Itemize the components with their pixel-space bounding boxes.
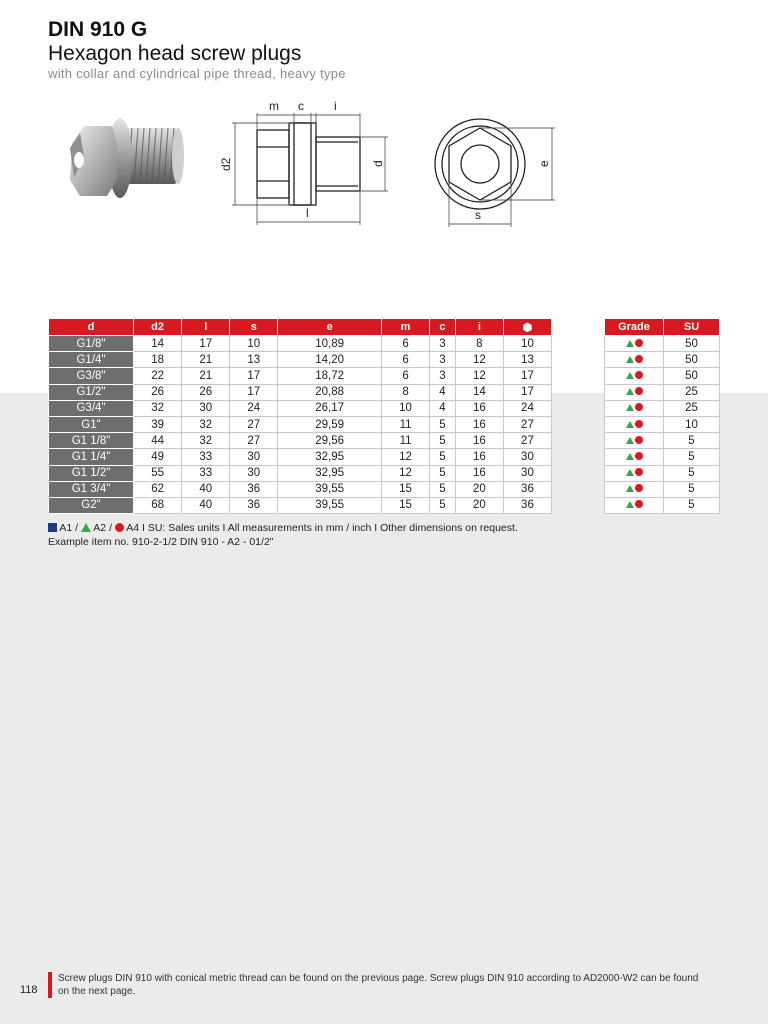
grade-row <box>605 433 720 449</box>
su-cell: 5 <box>664 465 720 481</box>
grade-icons-cell <box>605 400 664 416</box>
table-cell: 5 <box>430 465 456 481</box>
table-cell: 12 <box>382 449 430 465</box>
grade-row <box>605 497 720 513</box>
table-cell: 30 <box>503 465 551 481</box>
table-cell: 17 <box>182 336 230 352</box>
a2-triangle-icon <box>626 372 634 379</box>
a4-dot-icon <box>635 420 643 428</box>
page-number: 118 <box>20 984 38 996</box>
table-cell: 55 <box>134 465 182 481</box>
a4-dot-icon <box>635 484 643 492</box>
thread-size-cell: G1 3/4" <box>49 481 134 497</box>
grade-icons-cell <box>605 336 664 352</box>
label-c: c <box>298 99 304 113</box>
thread-size-cell: G1 1/4" <box>49 449 134 465</box>
table-cell: 6 <box>382 336 430 352</box>
table-header-row <box>49 319 552 336</box>
product-photo <box>62 108 192 208</box>
grade-row <box>605 449 720 465</box>
su-cell: 5 <box>664 433 720 449</box>
table-cell: 10 <box>503 336 551 352</box>
table-cell: 27 <box>503 416 551 432</box>
a4-dot-icon <box>635 339 643 347</box>
table-cell: 3 <box>430 368 456 384</box>
table-row <box>49 497 552 513</box>
thread-size-cell: G1/4" <box>49 352 134 368</box>
table-cell: 5 <box>430 481 456 497</box>
page-subtitle: Hexagon head screw plugs <box>48 42 302 65</box>
table-cell: 16 <box>455 433 503 449</box>
a4-dot-icon <box>635 452 643 460</box>
example-item: Example item no. 910-2-1/2 DIN 910 - A2 - 01/2" <box>48 536 274 548</box>
su-header: SU <box>664 319 720 336</box>
table-cell: 17 <box>503 384 551 400</box>
su-cell: 5 <box>664 449 720 465</box>
grade-icons-cell <box>605 481 664 497</box>
table-cell: 15 <box>382 481 430 497</box>
table-cell: 27 <box>503 433 551 449</box>
table-cell: 11 <box>382 433 430 449</box>
table-cell: 8 <box>382 384 430 400</box>
table-cell: 36 <box>503 481 551 497</box>
su-cell: 25 <box>664 384 720 400</box>
table-row <box>49 481 552 497</box>
grade-row <box>605 465 720 481</box>
grade-icons-cell <box>605 433 664 449</box>
table-cell: 30 <box>182 400 230 416</box>
table-cell: 3 <box>430 352 456 368</box>
table-cell: 17 <box>230 384 278 400</box>
table-cell: 29,56 <box>278 433 382 449</box>
table-cell: 14 <box>455 384 503 400</box>
table-cell: 10 <box>382 400 430 416</box>
a2-triangle-icon <box>626 340 634 347</box>
table-cell: 24 <box>230 400 278 416</box>
table-cell: 17 <box>503 368 551 384</box>
table-cell: 12 <box>382 465 430 481</box>
a2-triangle-icon <box>626 421 634 428</box>
label-i: i <box>334 99 337 113</box>
table-cell: 5 <box>430 497 456 513</box>
grade-icons-cell <box>605 368 664 384</box>
column-header: ⬢ <box>503 319 551 336</box>
table-cell: 39,55 <box>278 497 382 513</box>
grade-icons-cell <box>605 449 664 465</box>
table-cell: 11 <box>382 416 430 432</box>
table-cell: 17 <box>230 368 278 384</box>
table-cell: 16 <box>455 465 503 481</box>
table-cell: 4 <box>430 384 456 400</box>
table-cell: 12 <box>455 368 503 384</box>
su-cell: 5 <box>664 481 720 497</box>
table-cell: 27 <box>230 433 278 449</box>
a2-triangle-icon <box>626 501 634 508</box>
column-header: l <box>182 319 230 336</box>
table-cell: 3 <box>430 336 456 352</box>
a2-triangle-icon <box>81 523 91 532</box>
su-cell: 50 <box>664 336 720 352</box>
table-cell: 14 <box>134 336 182 352</box>
table-cell: 13 <box>503 352 551 368</box>
grade-header: Grade <box>605 319 664 336</box>
table-cell: 21 <box>182 368 230 384</box>
table-cell: 15 <box>382 497 430 513</box>
table-cell: 32,95 <box>278 449 382 465</box>
legend <box>48 521 518 549</box>
legend-line-materials <box>48 521 518 535</box>
table-cell: 39 <box>134 416 182 432</box>
su-cell: 5 <box>664 497 720 513</box>
column-header: d <box>49 319 134 336</box>
label-d2: d2 <box>219 157 233 171</box>
grade-row <box>605 336 720 352</box>
thread-size-cell: G1/2" <box>49 384 134 400</box>
table-cell: 33 <box>182 465 230 481</box>
label-l: l <box>306 206 309 220</box>
thread-size-cell: G1 1/2" <box>49 465 134 481</box>
column-header: m <box>382 319 430 336</box>
table-cell: 16 <box>455 449 503 465</box>
table-cell: 6 <box>382 368 430 384</box>
table-row <box>49 416 552 432</box>
column-header: e <box>278 319 382 336</box>
a2-triangle-icon <box>626 453 634 460</box>
grade-su-table <box>604 318 720 514</box>
a1-square-icon <box>48 523 57 532</box>
table-cell: 4 <box>430 400 456 416</box>
table-cell: 32 <box>182 416 230 432</box>
legend-a4: A4 <box>126 522 140 534</box>
grade-row <box>605 400 720 416</box>
table-cell: 18,72 <box>278 368 382 384</box>
footer-accent-bar <box>48 972 52 998</box>
grade-row <box>605 481 720 497</box>
table-cell: 30 <box>503 449 551 465</box>
end-view-drawing <box>420 95 560 235</box>
table-cell: 14,20 <box>278 352 382 368</box>
table-cell: 62 <box>134 481 182 497</box>
label-e: e <box>537 160 551 167</box>
column-header: i <box>455 319 503 336</box>
grade-row <box>605 384 720 400</box>
table-cell: 29,59 <box>278 416 382 432</box>
legend-separator: / <box>75 522 79 534</box>
table-cell: 40 <box>182 481 230 497</box>
table-row <box>49 336 552 352</box>
table-row <box>49 433 552 449</box>
a4-dot-icon <box>635 387 643 395</box>
table-cell: 32,95 <box>278 465 382 481</box>
table-cell: 16 <box>455 400 503 416</box>
grade-icons-cell <box>605 384 664 400</box>
legend-a2: A2 <box>93 522 107 534</box>
table-cell: 49 <box>134 449 182 465</box>
a4-dot-icon <box>635 436 643 444</box>
grade-icons-cell <box>605 416 664 432</box>
table-cell: 18 <box>134 352 182 368</box>
table-cell: 21 <box>182 352 230 368</box>
table-cell: 26 <box>182 384 230 400</box>
table-cell: 32 <box>134 400 182 416</box>
grade-row <box>605 352 720 368</box>
table-cell: 40 <box>182 497 230 513</box>
su-cell: 50 <box>664 352 720 368</box>
legend-separator: / <box>109 522 112 534</box>
table-cell: 20 <box>455 481 503 497</box>
a2-triangle-icon <box>626 469 634 476</box>
table-cell: 5 <box>430 449 456 465</box>
grade-header-row <box>605 319 720 336</box>
column-header: d2 <box>134 319 182 336</box>
page-header <box>48 18 346 82</box>
page-description: with collar and cylindrical pipe thread, heavy type <box>48 66 346 81</box>
a4-dot-icon <box>635 355 643 363</box>
table-cell: 12 <box>455 352 503 368</box>
grade-icons-cell <box>605 465 664 481</box>
table-cell: 5 <box>430 416 456 432</box>
a4-dot-icon <box>635 371 643 379</box>
footer-note: Screw plugs DIN 910 with conical metric thread can be found on the previous page. Screw plugs DIN 910 according to AD2000-W2 can be found on the next page. <box>58 973 699 997</box>
side-view-drawing <box>210 95 400 235</box>
table-row <box>49 384 552 400</box>
table-cell: 32 <box>182 433 230 449</box>
table-cell: 20 <box>455 497 503 513</box>
table-cell: 36 <box>503 497 551 513</box>
table-row <box>49 352 552 368</box>
table-cell: 22 <box>134 368 182 384</box>
table-cell: 36 <box>230 497 278 513</box>
a4-dot-icon <box>115 523 124 532</box>
table-cell: 8 <box>455 336 503 352</box>
thread-size-cell: G2" <box>49 497 134 513</box>
dimensions-table <box>48 318 552 514</box>
label-m: m <box>269 99 279 113</box>
table-cell: 5 <box>430 433 456 449</box>
a2-triangle-icon <box>626 437 634 444</box>
table-cell: 68 <box>134 497 182 513</box>
a4-dot-icon <box>635 403 643 411</box>
table-row <box>49 400 552 416</box>
su-cell: 25 <box>664 400 720 416</box>
column-header: s <box>230 319 278 336</box>
table-cell: 6 <box>382 352 430 368</box>
thread-size-cell: G1" <box>49 416 134 432</box>
table-cell: 10,89 <box>278 336 382 352</box>
su-cell: 10 <box>664 416 720 432</box>
table-cell: 27 <box>230 416 278 432</box>
grade-icons-cell <box>605 497 664 513</box>
table-cell: 10 <box>230 336 278 352</box>
table-row <box>49 465 552 481</box>
thread-size-cell: G1/8" <box>49 336 134 352</box>
table-cell: 33 <box>182 449 230 465</box>
label-d: d <box>371 160 385 167</box>
table-cell: 36 <box>230 481 278 497</box>
table-cell: 26,17 <box>278 400 382 416</box>
thread-size-cell: G1 1/8" <box>49 433 134 449</box>
table-cell: 30 <box>230 449 278 465</box>
table-cell: 20,88 <box>278 384 382 400</box>
su-cell: 50 <box>664 368 720 384</box>
grade-icons-cell <box>605 352 664 368</box>
thread-size-cell: G3/8" <box>49 368 134 384</box>
table-cell: 26 <box>134 384 182 400</box>
a2-triangle-icon <box>626 388 634 395</box>
table-cell: 24 <box>503 400 551 416</box>
legend-text: I SU: Sales units I All measurements in mm / inch I Other dimensions on request. <box>142 522 518 534</box>
table-cell: 44 <box>134 433 182 449</box>
label-s: s <box>475 208 481 222</box>
a2-triangle-icon <box>626 485 634 492</box>
grade-row <box>605 368 720 384</box>
column-header: c <box>430 319 456 336</box>
a2-triangle-icon <box>626 356 634 363</box>
legend-a1: A1 <box>59 522 73 534</box>
a4-dot-icon <box>635 500 643 508</box>
a2-triangle-icon <box>626 404 634 411</box>
grade-row <box>605 416 720 432</box>
table-row <box>49 368 552 384</box>
table-row <box>49 449 552 465</box>
table-cell: 13 <box>230 352 278 368</box>
page-title: DIN 910 G <box>48 18 148 41</box>
thread-size-cell: G3/4" <box>49 400 134 416</box>
table-cell: 16 <box>455 416 503 432</box>
table-cell: 39,55 <box>278 481 382 497</box>
table-cell: 30 <box>230 465 278 481</box>
a4-dot-icon <box>635 468 643 476</box>
